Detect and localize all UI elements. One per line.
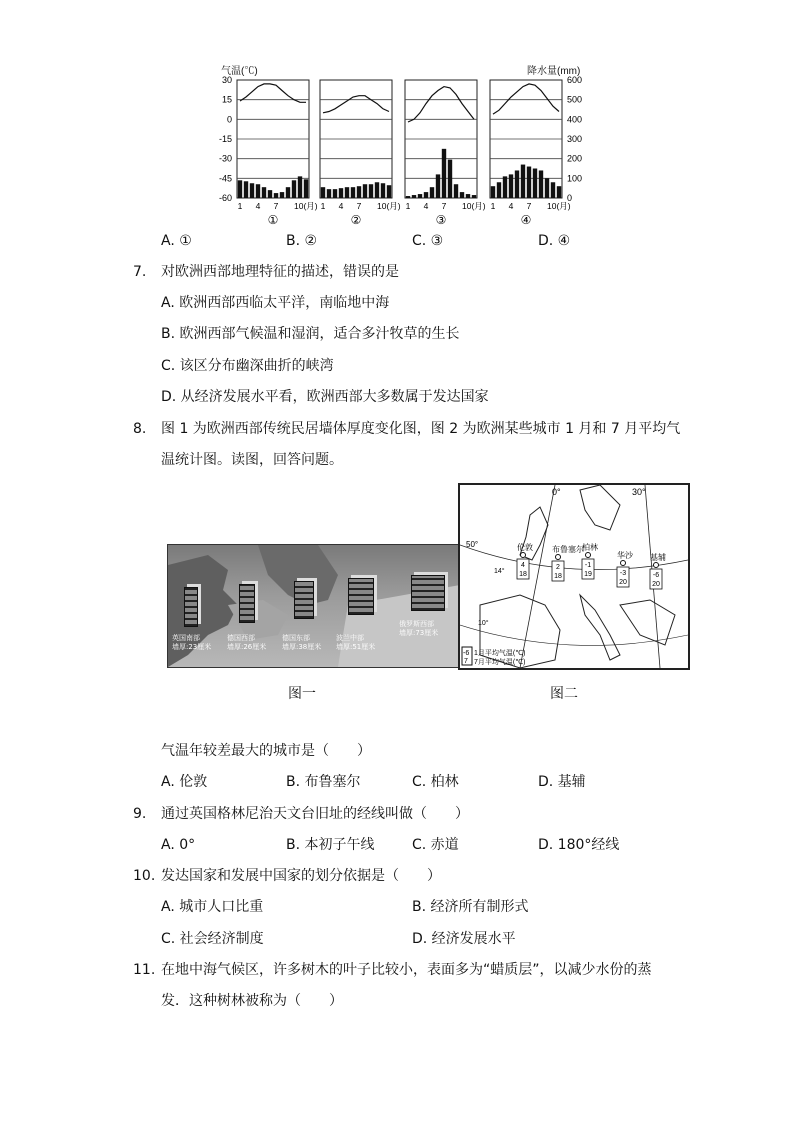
month-tick-label: 4 <box>338 201 344 211</box>
jul-temp-label: 18 <box>519 571 527 578</box>
chart-number-label: ② <box>350 213 362 227</box>
precip-bar <box>491 186 495 198</box>
jan-temp-label: 2 <box>556 564 560 571</box>
q10-number: 10. <box>133 868 156 884</box>
precip-bar <box>369 184 373 198</box>
q11-stem-line1: 在地中海气候区，许多树木的叶子比较小，表面多为“蜡质层”，以减少水份的蒸 <box>161 962 652 978</box>
city-marker <box>521 553 526 558</box>
precip-bar <box>321 187 325 198</box>
city-marker <box>556 555 561 560</box>
scandinavia-outline <box>580 485 620 530</box>
month-tick-label: 4 <box>508 201 514 211</box>
climate-chart-4 <box>490 80 571 227</box>
q11-stem-line2: 发．这种树林被称为（ ） <box>161 993 343 1009</box>
precip-bar <box>497 182 501 198</box>
precip-bar <box>515 170 519 198</box>
temp-tick-label: -15 <box>218 134 232 144</box>
q9-number: 9. <box>133 806 147 822</box>
parallel-lower <box>460 625 688 645</box>
q6-option-c[interactable]: C. ③ <box>412 233 444 249</box>
precip-tick-label: 300 <box>567 134 583 144</box>
month-tick-label: 7 <box>441 201 447 211</box>
precip-bar <box>381 183 385 198</box>
precip-bar <box>274 193 278 198</box>
precip-bar <box>250 183 254 198</box>
q8-option-c[interactable]: C. 柏林 <box>412 774 459 790</box>
q8-subquestion: 气温年较差最大的城市是（ ） <box>161 743 371 759</box>
precip-bar <box>448 160 452 198</box>
q11-number: 11. <box>133 962 156 978</box>
q6-option-b[interactable]: B. ② <box>286 233 318 249</box>
q10-stem: 发达国家和发展中国家的划分依据是（ ） <box>161 868 441 884</box>
wall-thickness-label: 墙厚:38厘米 <box>282 643 322 651</box>
city-name-label: 柏林 <box>582 543 598 552</box>
wall-block <box>184 587 198 627</box>
q10-option-b[interactable]: B. 经济所有制形式 <box>412 899 529 915</box>
jan-temp-label: -6 <box>652 572 660 579</box>
precip-bar <box>454 184 458 198</box>
lat-label: 14° <box>494 568 505 575</box>
legend-jul-label: 7月平均气温(℃) <box>474 659 526 666</box>
precip-bar <box>466 194 470 198</box>
precip-tick-label: 500 <box>567 94 583 105</box>
jan-temp-label: 4 <box>521 562 525 569</box>
precip-bar <box>527 167 531 198</box>
precip-bar <box>339 188 343 198</box>
city-name-label: 布鲁塞尔 <box>552 545 584 554</box>
precip-bar <box>418 194 422 198</box>
wall-thickness-label: 墙厚:26厘米 <box>227 643 267 651</box>
precip-bar <box>503 176 507 198</box>
precip-bar <box>551 182 555 198</box>
month-tick-label: 1 <box>490 201 496 211</box>
city-marker <box>586 553 591 558</box>
temp-tick-label: -45 <box>218 173 232 184</box>
q7-stem: 对欧洲西部地理特征的描述，错误的是 <box>161 264 399 280</box>
wall-block <box>411 575 445 611</box>
precip-bar <box>244 181 248 198</box>
month-tick-label: 4 <box>423 201 429 211</box>
precip-bar <box>521 165 525 198</box>
precip-bar <box>430 187 434 198</box>
q9-stem: 通过英国格林尼治天文台旧址的经线叫做（ ） <box>161 806 469 822</box>
temperature-line <box>323 96 389 113</box>
precip-bar <box>286 187 290 198</box>
city-name-label: 华沙 <box>617 551 633 560</box>
q10-option-a[interactable]: A. 城市人口比重 <box>161 899 264 915</box>
precip-bar <box>539 170 543 198</box>
q8-option-b[interactable]: B. 布鲁塞尔 <box>286 774 361 790</box>
wall-thickness-label: 墙厚:51厘米 <box>336 643 376 651</box>
q7-option-a[interactable]: A. 欧洲西部西临太平洋，南临地中海 <box>161 295 390 311</box>
italy-outline <box>580 595 620 660</box>
precip-bar <box>298 176 302 198</box>
jan-temp-label: -1 <box>584 562 592 569</box>
chart-number-label: ① <box>267 213 279 227</box>
wall-thickness-map <box>167 544 461 668</box>
precip-bar <box>406 196 410 198</box>
precip-bar <box>557 186 561 198</box>
jul-temp-label: 20 <box>619 579 627 586</box>
month-tick-label: 7 <box>526 201 532 211</box>
jul-temp-label: 19 <box>584 571 592 578</box>
precip-bar <box>375 182 379 198</box>
wall-region-label: 英国南部 <box>172 634 200 642</box>
q9-option-a[interactable]: A. 0° <box>161 837 196 853</box>
precip-bar <box>333 189 337 198</box>
lon-label: 30° <box>632 487 646 497</box>
precip-bar <box>442 149 446 198</box>
q9-option-b[interactable]: B. 本初子午线 <box>286 837 375 853</box>
precip-tick-label: 0 <box>567 193 573 203</box>
q8-option-a[interactable]: A. 伦敦 <box>161 774 208 790</box>
q7-option-d[interactable]: D. 从经济发展水平看，欧洲西部大多数属于发达国家 <box>161 389 489 405</box>
month-tick-label: 1 <box>237 201 243 211</box>
q8-stem-line1: 图 1 为欧洲西部传统民居墙体厚度变化图，图 2 为欧洲某些城市 1 月和 7 月平均气 <box>161 421 681 437</box>
precip-bar <box>533 169 537 199</box>
q10-option-d[interactable]: D. 经济发展水平 <box>412 931 516 947</box>
wall-block <box>239 584 255 623</box>
precip-bar <box>509 174 513 198</box>
climate-chart-1 <box>237 80 318 227</box>
q8-stem-line2: 温统计图。读图，回答问题。 <box>161 452 343 468</box>
q6-option-d[interactable]: D. ④ <box>538 233 571 249</box>
precip-bar <box>256 184 260 198</box>
precip-bar <box>238 180 242 198</box>
legend-sample-jul: 7 <box>464 658 468 665</box>
wall-region-label: 德国西部 <box>227 634 255 642</box>
city-name-label: 伦敦 <box>517 543 533 552</box>
month-tick-label: 10(月) <box>462 201 486 211</box>
lat-label: 10° <box>478 620 489 627</box>
city-temperature-map <box>458 483 690 670</box>
q6-option-a[interactable]: A. ① <box>161 233 192 249</box>
chart-number-label: ④ <box>520 213 532 227</box>
month-tick-label: 10(月) <box>294 201 318 211</box>
temp-tick-label: 30 <box>221 75 232 85</box>
climate-charts-figure <box>215 60 585 230</box>
jul-temp-label: 20 <box>652 581 660 588</box>
jul-temp-label: 18 <box>554 573 562 580</box>
precip-axis-label: 降水量(mm) <box>527 66 581 77</box>
climate-chart-2 <box>320 80 401 227</box>
q8-number: 8. <box>133 421 147 437</box>
precip-bar <box>268 190 272 198</box>
temperature-line <box>408 87 474 122</box>
q9-option-c[interactable]: C. 赤道 <box>412 837 459 853</box>
month-tick-label: 7 <box>273 201 279 211</box>
precip-bar <box>424 192 428 198</box>
precip-tick-label: 600 <box>567 75 583 85</box>
q7-option-c[interactable]: C. 该区分布幽深曲折的峡湾 <box>161 358 334 374</box>
wall-thickness-label: 墙厚:23厘米 <box>172 643 212 651</box>
month-tick-label: 10(月) <box>547 201 571 211</box>
precip-bar <box>280 192 284 198</box>
britain-outline <box>520 507 548 560</box>
precip-bar <box>363 184 367 198</box>
city-map-svg <box>460 485 688 668</box>
precip-bar <box>460 192 464 198</box>
q8-option-d[interactable]: D. 基辅 <box>538 774 586 790</box>
city-name-label: 基辅 <box>650 553 666 562</box>
iberia-outline <box>480 595 560 668</box>
precip-bar <box>412 195 416 198</box>
precip-bar <box>262 187 266 198</box>
month-tick-label: 7 <box>356 201 362 211</box>
precip-bar <box>351 187 355 198</box>
precip-tick-label: 100 <box>567 173 583 184</box>
temperature-line <box>493 84 559 114</box>
precip-tick-label: 400 <box>567 114 583 125</box>
chart-number-label: ③ <box>435 213 447 227</box>
balkans-outline <box>620 600 675 645</box>
temp-axis-label: 气温(℃) <box>221 66 258 77</box>
precip-bar <box>436 174 440 198</box>
fig1-caption: 图一 <box>288 686 316 702</box>
q9-option-d[interactable]: D. 180°经线 <box>538 837 620 853</box>
city-marker <box>654 563 659 568</box>
legend-jan-label: 1月平均气温(℃) <box>474 650 526 657</box>
wall-block <box>348 578 374 615</box>
precip-bar <box>345 187 349 198</box>
city-marker <box>621 561 626 566</box>
precip-bar <box>472 195 476 198</box>
wall-thickness-label: 墙厚:73厘米 <box>399 629 439 637</box>
precip-bar <box>387 185 391 198</box>
wall-block <box>294 581 314 619</box>
wall-region-label: 德国东部 <box>282 634 310 642</box>
month-tick-label: 4 <box>255 201 261 211</box>
climate-chart-3 <box>405 80 486 227</box>
jan-temp-label: -3 <box>619 570 627 577</box>
temp-tick-label: 15 <box>221 94 232 105</box>
month-tick-label: 10(月) <box>377 201 401 211</box>
precip-bar <box>304 179 308 198</box>
temp-tick-label: 0 <box>226 114 232 125</box>
fig2-caption: 图二 <box>550 686 578 702</box>
lon-label: 0° <box>552 487 561 497</box>
precip-bar <box>545 178 549 198</box>
precip-bar <box>327 189 331 198</box>
wall-region-label: 俄罗斯西部 <box>399 620 434 628</box>
wall-region-label: 波兰中部 <box>336 634 364 642</box>
precip-bar <box>357 186 361 198</box>
legend-sample-jan: -6 <box>463 650 470 657</box>
q7-number: 7. <box>133 264 147 280</box>
temp-tick-label: -60 <box>218 193 232 203</box>
month-tick-label: 1 <box>320 201 326 211</box>
temp-tick-label: -30 <box>218 153 232 164</box>
precip-tick-label: 200 <box>567 153 583 164</box>
q10-option-c[interactable]: C. 社会经济制度 <box>161 931 264 947</box>
lat-label: 50° <box>466 540 479 549</box>
q7-option-b[interactable]: B. 欧洲西部气候温和湿润，适合多汁牧草的生长 <box>161 326 460 342</box>
climate-charts-svg <box>215 60 585 230</box>
month-tick-label: 1 <box>405 201 411 211</box>
precip-bar <box>292 180 296 198</box>
